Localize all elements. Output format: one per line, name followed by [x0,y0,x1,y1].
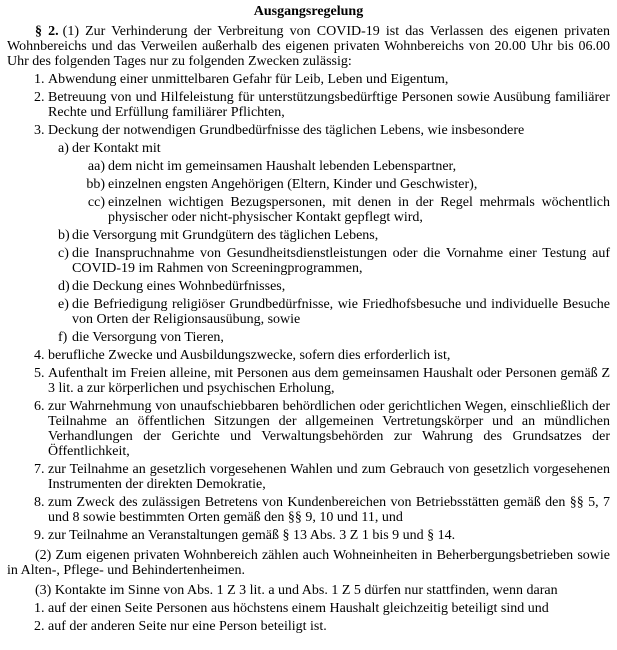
list-marker: 1. [34,72,45,87]
abs3-list-item-1 [34,601,610,616]
list-item-text: zur Teilnahme an gesetzlich vorgesehenen Wahlen und zum Gebrauch von gesetzlich vorgesehenen Instrumenten der direkten Demokratie, [48,462,610,492]
list-marker: 9. [34,528,45,543]
list-item-7 [34,462,610,492]
list-item-text: Betreuung von und Hilfeleistung für unterstützungsbedürftige Personen sowie Ausübung familiärer Rechte und Erfüllung familiärer Pflichten, [48,90,610,120]
list-marker: cc) [87,195,105,210]
list-item-3a [58,141,610,225]
list-item-text: zur Wahrnehmung von unaufschiebbaren behördlichen oder gerichtlichen Wegen, einschließlich der Teilnahme an öffentlichen Sitzungen der allgemeinen Vertretungskörper und an mündlichen Verhandlungen der Gerichte und Verwaltungsbehörden zur Wahrung des Grundsatzes der Öffentlichkeit, [48,399,610,459]
list-marker: 4. [34,348,45,363]
abs3-list-item-2 [34,619,610,634]
list-item-3b [58,228,610,243]
list-item-text: die Versorgung von Tieren, [72,330,224,345]
section-number-label: § 2. [35,24,59,39]
list-item-text: die Befriedigung religiöser Grundbedürfnisse, wie Friedhofsbesuche und individuelle Besuche von Orten der Religionsausübung, sowie [72,297,610,327]
paragraph-abs1-text: (1) Zur Verhinderung der Verbreitung von COVID-19 ist das Verlassen des eigenen privaten Wohnbereichs und das Verweilen außerhalb des eigenen privaten Wohnbereichs von 20.00 Uhr bis 06.00 Uhr des folgenden Tages nur zu folgenden Zwecken zulässig: [7,24,610,69]
list-item-text: der Kontakt mit [72,141,161,156]
document-title: Ausgangsregelung [253,4,364,19]
list-marker: f) [58,330,68,345]
list-item-text: zum Zweck des zulässigen Betretens von Kundenbereichen von Betriebsstätten gemäß den §§ 5, 7 und 8 sowie bestimmten Orten gemäß den §§ 9, 10 und 11, und [48,495,610,525]
list-item-text: zur Teilnahme an Veranstaltungen gemäß § 13 Abs. 3 Z 1 bis 9 und § 14. [48,528,456,543]
list-marker: c) [58,246,69,261]
list-item-5 [34,366,610,396]
list-item-text: die Inanspruchnahme von Gesundheitsdienstleistungen oder die Vornahme einer Testung auf COVID-19 im Rahmen von Screeningprogrammen, [72,246,610,276]
list-item-3c [58,246,610,276]
list-marker: e) [58,297,69,312]
list-marker: 2. [34,619,45,634]
paragraph-abs1 [7,24,610,69]
list-item-text: Aufenthalt im Freien alleine, mit Personen aus dem gemeinsamen Haushalt oder Personen gemäß Z 3 lit. a zur körperlichen und psychischen Erholung, [48,366,610,396]
list-marker: b) [58,228,70,243]
list-marker: 6. [34,399,45,414]
list-item-text: einzelnen wichtigen Bezugspersonen, mit denen in der Regel mehrmals wöchentlich physischer oder nicht-physischer Kontakt gepflegt wird, [108,195,610,225]
list-marker: 3. [34,123,45,138]
list-item-text: dem nicht im gemeinsamen Haushalt lebenden Lebenspartner, [108,159,457,174]
list-item-text: berufliche Zwecke und Ausbildungszwecke, sofern dies erforderlich ist, [48,348,451,363]
list-marker: a) [58,141,69,156]
list-marker: aa) [87,159,105,174]
list-item-3a-aa [86,159,610,174]
list-item-1 [34,72,610,87]
list-item-3e [58,297,610,327]
list-item-text: Abwendung einer unmittelbaren Gefahr für Leib, Leben und Eigentum, [48,72,449,87]
list-item-text: auf der einen Seite Personen aus höchstens einem Haushalt gleichzeitig beteiligt sind und [48,601,549,616]
list-item-9 [34,528,610,543]
list-marker: bb) [86,177,105,192]
list-item-8 [34,495,610,525]
list-item-text: einzelnen engsten Angehörigen (Eltern, Kinder und Geschwister), [108,177,478,192]
list-item-text: auf der anderen Seite nur eine Person beteiligt ist. [48,619,327,634]
list-item-3a-bb [86,177,610,192]
list-item-content [48,123,610,345]
list-item-3 [34,123,610,345]
list-marker: 2. [34,90,45,105]
list-marker: 8. [34,495,45,510]
list-item-content [72,141,610,225]
list-marker: 5. [34,366,45,381]
paragraph-abs2: (2) Zum eigenen privaten Wohnbereich zählen auch Wohneinheiten in Beherbergungsbetrieben sowie in Alten-, Pflege- und Behindertenheimen. [7,548,610,578]
list-item-3f [58,330,610,345]
list-item-text: die Deckung eines Wohnbedürfnisses, [72,279,286,294]
list-marker: 7. [34,462,45,477]
list-item-4 [34,348,610,363]
list-item-6 [34,399,610,459]
list-item-3d [58,279,610,294]
list-item-text: die Versorgung mit Grundgütern des täglichen Lebens, [72,228,379,243]
list-marker: d) [58,279,70,294]
list-item-3a-cc [86,195,610,225]
abs1-list [7,72,610,543]
list-item-text: Deckung der notwendigen Grundbedürfnisse des täglichen Lebens, wie insbesondere [48,123,525,138]
abs3-list [7,601,610,634]
list-item-2 [34,90,610,120]
list-marker: 1. [34,601,45,616]
paragraph-abs3: (3) Kontakte im Sinne von Abs. 1 Z 3 lit. a und Abs. 1 Z 5 dürfen nur stattfinden, wenn daran [35,583,558,598]
